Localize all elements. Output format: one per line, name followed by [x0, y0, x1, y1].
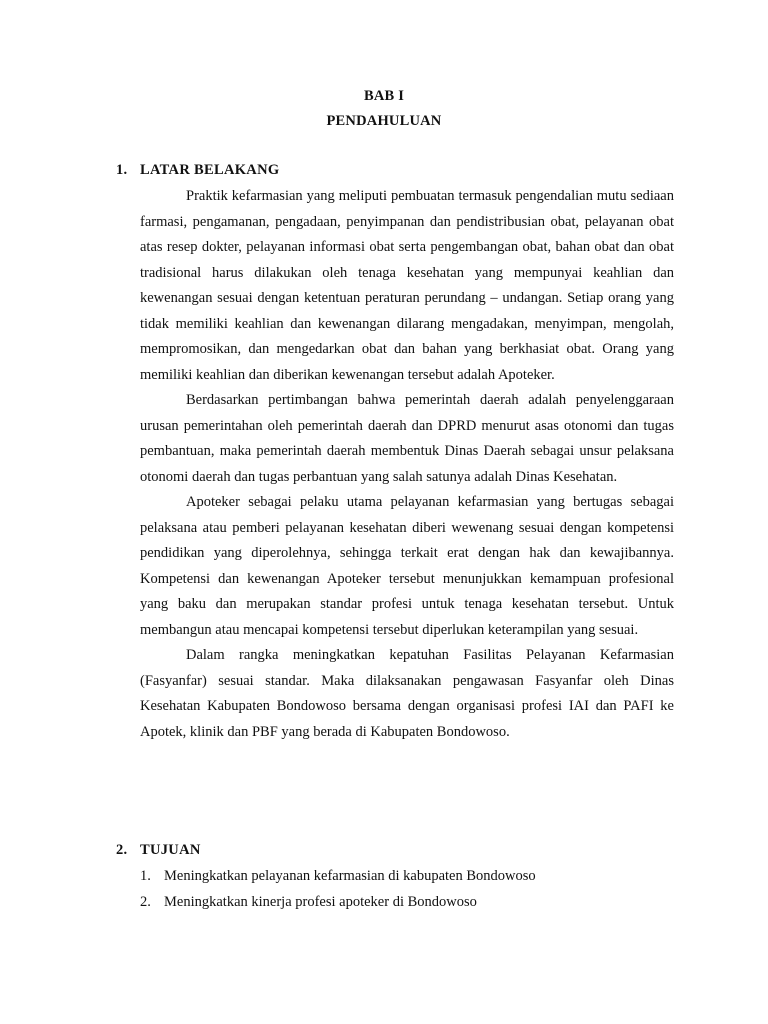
- list-item-text: Meningkatkan kinerja profesi apoteker di Bondowoso: [164, 893, 477, 910]
- tujuan-list: [140, 864, 674, 915]
- section-heading-tujuan: [116, 842, 201, 859]
- section-title: TUJUAN: [140, 842, 201, 858]
- paragraph: Dalam rangka meningkatkan kepatuhan Fasilitas Pelayanan Kefarmasian (Fasyanfar) sesuai standar. Maka dilaksanakan pengawasan Fasyanfar oleh Dinas Kesehatan Kabupaten Bondowoso bersama dengan organisasi profesi IAI dan PAFI ke Apotek, klinik dan PBF yang berada di Kabupaten Bondowoso.: [140, 647, 674, 740]
- list-item: [140, 890, 674, 916]
- section-body-latar-belakang: [140, 184, 674, 745]
- list-item: [140, 864, 674, 890]
- section-title: LATAR BELAKANG: [140, 162, 280, 178]
- section-heading-latar-belakang: [116, 162, 279, 179]
- list-item-number: 1.: [140, 868, 151, 884]
- list-item-number: 2.: [140, 893, 151, 910]
- list-item-text: Meningkatkan pelayanan kefarmasian di kabupaten Bondowoso: [164, 868, 536, 884]
- paragraph: Apoteker sebagai pelaku utama pelayanan kefarmasian yang bertugas sebagai pelaksana atau pemberi pelayanan kesehatan diberi wewenang sesuai dengan kompetensi pendidikan yang diperolehnya, sehingga terkait erat dengan hak dan kewajibannya. Kompetensi dan kewenangan Apoteker tersebut menunjukkan kemampuan profesional yang baku dan merupakan standar profesi untuk tenaga kesehatan tersebut. Untuk membangun atau mencapai kompetensi tersebut diperlukan keterampilan yang sesuai.: [140, 494, 674, 638]
- paragraph: Praktik kefarmasian yang meliputi pembuatan termasuk pengendalian mutu sediaan farmasi, pengamanan, pengadaan, penyimpanan dan pendistribusian obat, pelayanan obat atas resep dokter, pelayanan informasi obat serta pengembangan obat, bahan obat dan obat tradisional harus dilakukan oleh tenaga kesehatan yang mempunyai keahlian dan kewenangan sesuai dengan ketentuan peraturan perundang – undangan. Setiap orang yang tidak memiliki keahlian dan kewenangan dilarang mengadakan, menyimpan, mengolah, mempromosikan, dan mengedarkan obat dan bahan yang berkhasiat obat. Orang yang memiliki keahlian dan diberikan kewenangan tersebut adalah Apoteker.: [140, 188, 674, 383]
- chapter-label: BAB I: [363, 88, 405, 104]
- section-number: 1.: [116, 162, 128, 178]
- paragraph: Berdasarkan pertimbangan bahwa pemerintah daerah adalah penyelenggaraan urusan pemerintahan oleh pemerintah daerah dan DPRD menurut asas otonomi dan tugas pembantuan, maka pemerintah daerah membentuk Dinas Daerah sebagai unsur pelaksana otonomi daerah dan tugas perbantuan yang salah satunya adalah Dinas Kesehatan.: [140, 392, 674, 485]
- chapter-title: PENDAHULUAN: [326, 113, 442, 129]
- section-number: 2.: [116, 842, 128, 858]
